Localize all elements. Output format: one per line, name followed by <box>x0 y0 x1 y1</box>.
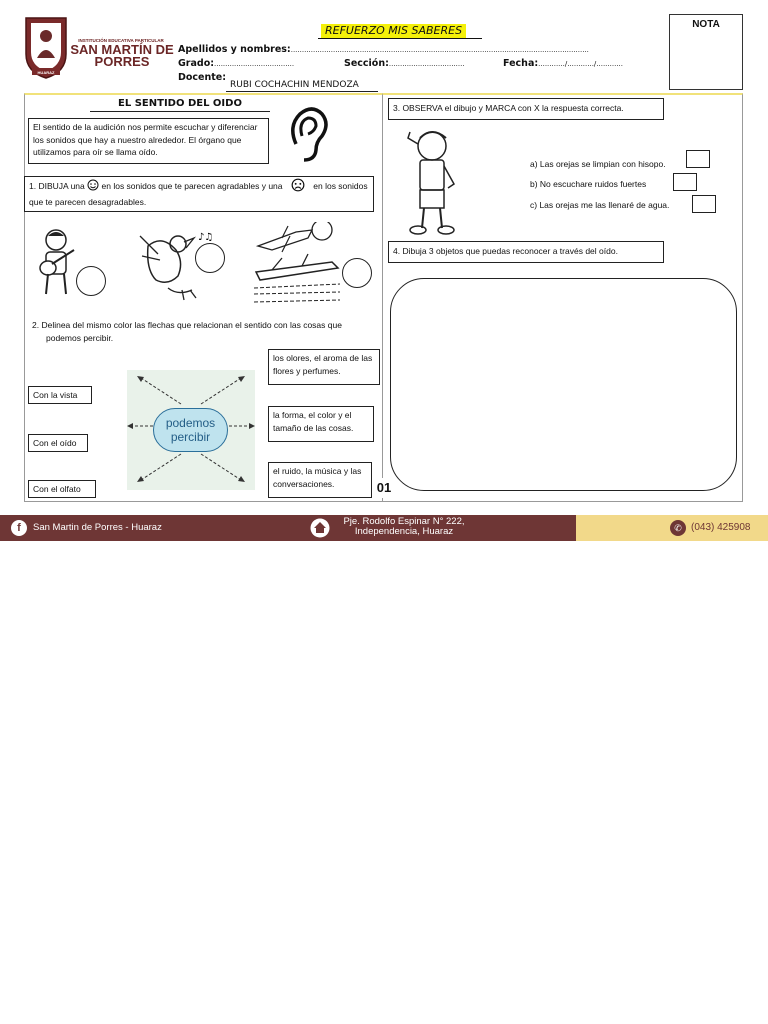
worksheet-title: REFUERZO MIS SABERES <box>321 24 466 38</box>
section-title: EL SENTIDO DEL OIDO <box>90 98 270 112</box>
address <box>334 517 474 537</box>
option-c: c) Las orejas me las llenaré de agua. <box>530 200 670 210</box>
answer-circle-2[interactable] <box>195 243 225 273</box>
ear-icon <box>282 104 332 164</box>
section-label: Sección: <box>344 58 389 69</box>
question-1 <box>24 176 374 212</box>
address-line-1: Pje. Rodolfo Espinar N° 222, <box>343 516 465 527</box>
q1-text-b: en los sonidos que te parecen agradables y una <box>101 181 283 191</box>
q1-text-a: 1. DIBUJA una <box>29 181 85 191</box>
question-2: 2. Delinea del mismo color las flechas que relacionan el sentido con las cosas que podemos percibir. <box>32 320 342 343</box>
home-icon <box>310 518 330 538</box>
teacher-name: RUBI COCHACHIN MENDOZA <box>230 80 359 90</box>
question-4: 4. Dibuja 3 objetos que puedas reconocer a través del oído. <box>388 241 664 263</box>
airport-noise-illustration <box>252 222 342 308</box>
address-line-2: Independencia, Huaraz <box>354 526 454 537</box>
sense-hearing[interactable]: Con el oído <box>28 434 88 452</box>
page-number: 01 <box>372 478 396 498</box>
name-field[interactable] <box>178 44 589 55</box>
child-guitar-illustration <box>34 226 78 298</box>
title-underline <box>318 38 482 39</box>
date-dots: ............/............/............ <box>538 60 623 68</box>
grade-dots: .................................... <box>214 60 295 68</box>
seal-text: HUARAZ <box>37 70 55 75</box>
name-label: Apellidos y nombres: <box>178 44 291 55</box>
question-3: 3. OBSERVA el dibujo y MARCA con X la respuesta correcta. <box>388 98 664 120</box>
center-label-cloud: podemos percibir <box>153 408 228 452</box>
drawing-area[interactable] <box>390 278 737 491</box>
section-field[interactable] <box>344 58 465 69</box>
grade-label: Grado: <box>178 58 215 69</box>
section-dots: .................................. <box>388 60 465 68</box>
perceive-sounds[interactable]: el ruido, la música y las conversaciones. <box>268 462 372 498</box>
grade-field[interactable] <box>178 58 294 69</box>
phone-icon: ✆ <box>670 520 686 536</box>
phone-number[interactable]: (043) 425908 <box>691 522 751 533</box>
teacher-label: Docente: <box>178 72 227 83</box>
q1-text-c: en los sonidos que te parecen desagradables. <box>29 181 368 207</box>
svg-text:♪♫: ♪♫ <box>198 232 214 243</box>
school-small-label: INSTITUCIÓN EDUCATIVA PARTICULAR <box>78 38 164 43</box>
option-a-checkbox[interactable] <box>686 150 710 168</box>
option-c-checkbox[interactable] <box>692 195 716 213</box>
facebook-icon[interactable]: f <box>11 520 27 536</box>
perceive-shapes[interactable]: la forma, el color y el tamaño de las cosas. <box>268 406 374 442</box>
child-touching-ear-illustration <box>398 126 464 238</box>
nota-label: NOTA <box>692 19 720 30</box>
name-dots: ...................................................................................................................................... <box>290 46 589 54</box>
sad-face-icon <box>291 178 305 196</box>
option-b-checkbox[interactable] <box>673 173 697 191</box>
date-field[interactable] <box>503 58 623 69</box>
perceive-smells[interactable]: los olores, el aroma de las flores y perfumes. <box>268 349 380 385</box>
option-a: a) Las orejas se limpian con hisopo. <box>530 159 666 169</box>
teacher-underline <box>226 91 378 92</box>
date-label: Fecha: <box>503 58 539 69</box>
sense-smell[interactable]: Con el olfato <box>28 480 96 498</box>
intro-text: El sentido de la audición nos permite escuchar y diferenciar los sonidos que hay a nuestro alrededor. El órgano que utilizamos para oír se llama oído. <box>28 118 269 164</box>
school-name: SAN MARTÍN DE PORRES <box>70 42 174 69</box>
happy-face-icon <box>87 179 99 195</box>
option-b: b) No escuchare ruidos fuertes <box>530 179 647 189</box>
answer-circle-3[interactable] <box>342 258 372 288</box>
sense-sight[interactable]: Con la vista <box>28 386 92 404</box>
answer-circle-1[interactable] <box>76 266 106 296</box>
facebook-page-label[interactable]: San Martin de Porres - Huaraz <box>33 522 162 533</box>
